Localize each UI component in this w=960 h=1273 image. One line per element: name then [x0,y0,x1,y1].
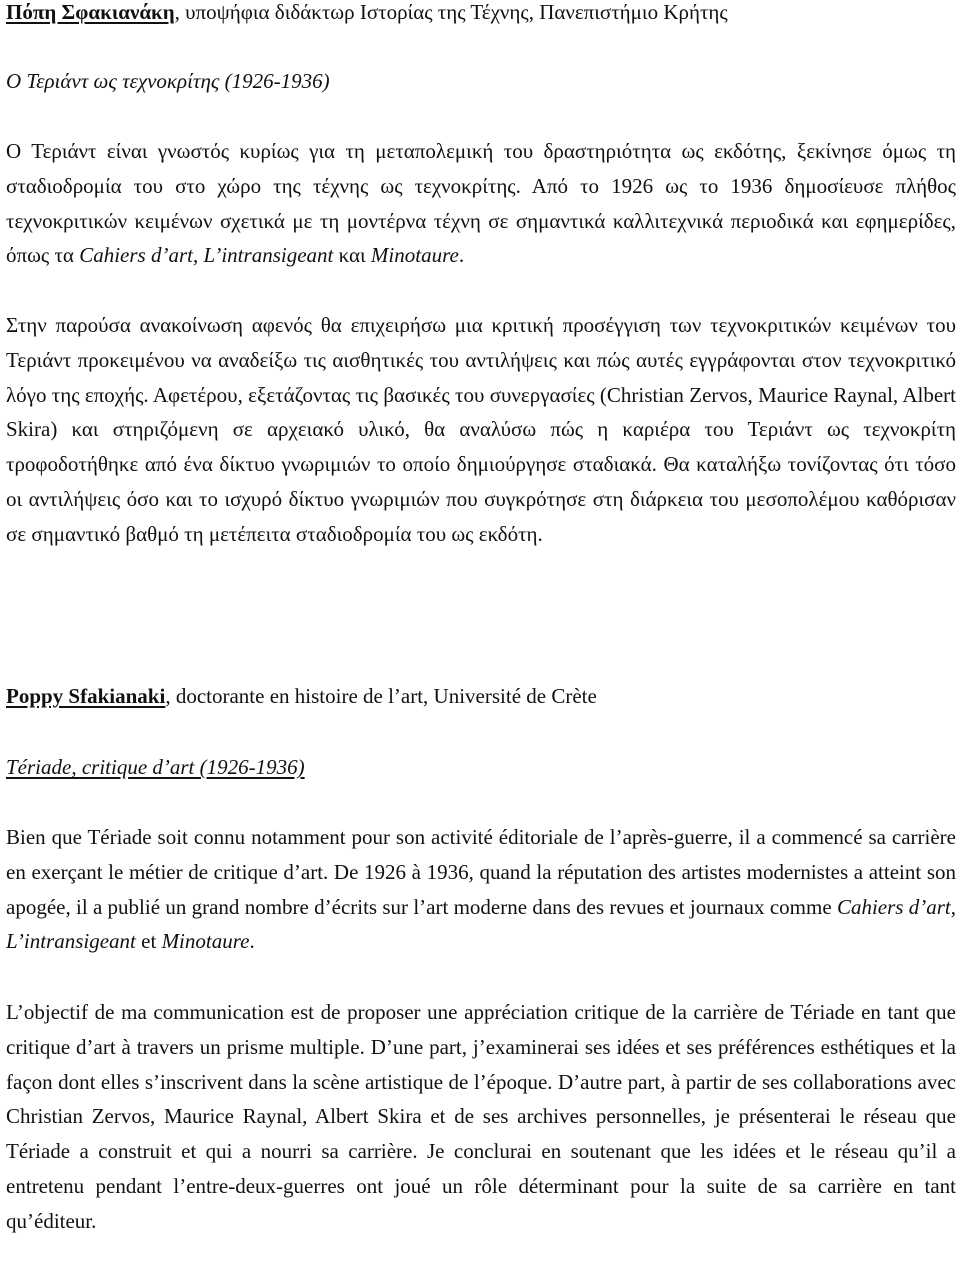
french-paragraph-1-end: . [249,929,255,954]
greek-author-affiliation: , υποψήφια διδάκτωρ Ιστορίας της Τέχνης, Πανεπιστήμιο Κρήτης [174,0,728,24]
greek-abstract-title: Ο Τεριάντ ως τεχνοκρίτης (1926-1936) [6,69,330,93]
french-paragraph-1-text: Bien que Tériade soit connu notamment pour son activité éditoriale de l’après-guerre, il a commencé sa carrière en exerçant le métier de critique d’art. De 1926 à 1936, quand la réputation des artistes modernistes a atteint son apogée, il a publié un grand nombre d’écrits sur l’art moderne dans des revues et journaux comme [6,825,956,919]
french-abstract-title: Tériade, critique d’art (1926-1936) [6,755,305,779]
french-and: et [135,929,162,954]
greek-journal-intransigeant: L’intransigeant [203,243,334,268]
french-journal-cahiers: Cahiers d’art [836,894,951,919]
greek-author-line [6,0,728,30]
greek-paragraph-1-end: . [458,243,465,268]
french-paragraph-1 [6,820,956,959]
french-author-name: Poppy Sfakianaki [6,684,166,708]
french-journal-intransigeant: L’intransigeant [6,929,136,954]
greek-and: και [333,243,371,268]
french-paragraph-2: L’objectif de ma communication est de proposer une appréciation critique de la carrière de Tériade en tant que critique d’art à travers un prisme multiple. D’une part, j’examinerai ses idées et ses préférences esthétiques et la façon dont elles s’inscrivent dans la scène artistique de l’époque. D’autre part, à partir de ses collaborations avec Christian Zervos, Maurice Raynal, Albert Skira et de ses archives personnelles, je présenterai le réseau que Tériade a construit et qui a nourri sa carrière. Je conclurai en soutenant que les idées et le réseau qu’il a entretenu pendant l’entre-deux-guerres ont joué un rôle déterminant pour la suite de sa carrière en tant qu’éditeur. [6,1000,956,1233]
greek-sep-1: , [192,243,204,268]
greek-paragraph-1-text: Ο Τεριάντ είναι γνωστός κυρίως για τη μεταπολεμική του δραστηριότητα ως εκδότης, ξεκίνησε όμως τη σταδιοδρομία του στο χώρο της τέχνης ως τεχνοκρίτης. Από το 1926 ως το 1936 δημοσίευσε πλήθος τεχνοκριτικών κειμένων σχετικά με τη μοντέρνα τέχνη σε σημαντικά καλλιτεχνικά περιοδικά και εφημερίδες, όπως τα [6,139,956,268]
greek-journal-minotaure: Minotaure [370,243,459,268]
french-sep-1: , [950,894,956,919]
greek-journal-cahiers: Cahiers d’art [79,243,193,268]
french-author-affiliation: , doctorante en histoire de l’art, Université de Crète [165,684,597,708]
greek-paragraph-2: Στην παρούσα ανακοίνωση αφενός θα επιχειρήσω μια κριτική προσέγγιση των τεχνοκριτικών κειμένων του Τεριάντ προκειμένου να αναδείξω τις αισθητικές του αντιλήψεις και πώς αυτές εγγράφονται στον τεχνοκριτικό λόγο της εποχής. Αφετέρου, εξετάζοντας τις βασικές του συνεργασίες (Christian Zervos, Maurice Raynal, Albert Skira) και στηριζόμενη σε αρχειακό υλικό, θα αναλύσω πώς η καριέρα του Τεριάντ ως τεχνοκρίτη τροφοδοτήθηκε από ένα δίκτυο γνωριμιών το οποίο δημιούργησε σταδιακά. Θα καταλήξω τονίζοντας ότι τόσο οι αντιλήψεις όσο και το ισχυρό δίκτυο γνωριμιών που συγκρότησε στη διάρκεια του μεσοπολέμου καθόρισαν σε σημαντικό βαθμό τη μετέπειτα σταδιοδρομία του ως εκδότη. [6,313,956,546]
french-author-line [6,679,597,714]
french-journal-minotaure: Minotaure [161,929,250,954]
greek-paragraph-1 [6,134,956,273]
greek-author-name: Πόπη Σφακιανάκη [6,0,175,24]
